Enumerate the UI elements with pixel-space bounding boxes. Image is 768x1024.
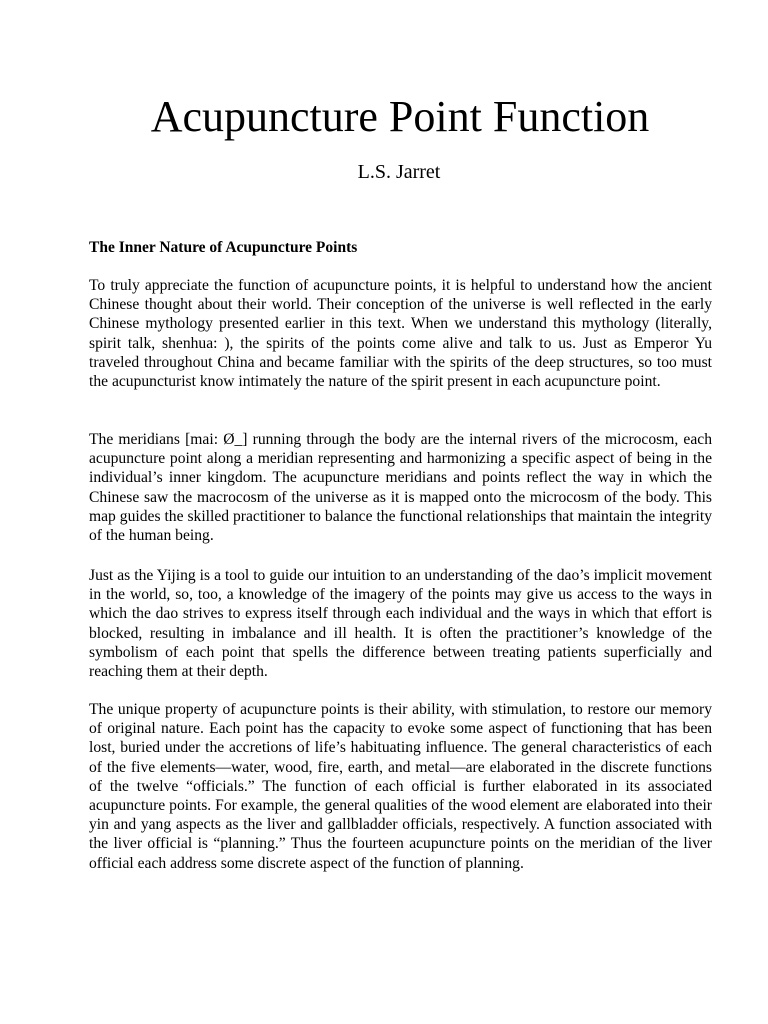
document-title: Acupuncture Point Function [150,92,650,141]
section-heading: The Inner Nature of Acupuncture Points [89,239,358,256]
paragraph-3: Just as the Yijing is a tool to guide our intuition to an understanding of the dao’s implicit movement in the world, so, too, a knowledge of the imagery of the points may give us access to the ways in which the dao strives to express itself through each individual and the ways in which that effort is blocked, resulting in imbalance and ill health. It is often the practitioner’s knowledge of the symbolism of each point that spells the difference between treating patients superficially and reaching them at their depth. [89,567,712,681]
paragraph-1: To truly appreciate the function of acupuncture points, it is helpful to understand how the ancient Chinese thought about their world. Their conception of the universe is well reflected in the early Chinese mythology presented earlier in this text. When we understand this mythology (literally, spirit talk, shenhua: ), the spirits of the points come alive and talk to us. Just as Emperor Yu traveled throughout China and became familiar with the spirits of the deep structures, so too must the acupuncturist know intimately the nature of the spirit present in each acupuncture point. [89,277,712,391]
author-name: L.S. Jarret [357,161,441,183]
paragraph-4: The unique property of acupuncture points is their ability, with stimulation, to restore our memory of original nature. Each point has the capacity to evoke some aspect of functioning that has been lost, buried under the accretions of life’s habituating influence. The general characteristics of each of the five elements—water, wood, fire, earth, and metal—are elaborated in the discrete functions of the twelve “officials.” The function of each official is further elaborated in its associated acupuncture points. For example, the general qualities of the wood element are elaborated into their yin and yang aspects as the liver and gallbladder officials, respectively. A function associated with the liver official is “planning.” Thus the fourteen acupuncture points on the meridian of the liver official each address some discrete aspect of the function of planning. [89,701,712,872]
paragraph-2: The meridians [mai: Ø_] running through the body are the internal rivers of the microcosm, each acupuncture point along a meridian representing and harmonizing a specific aspect of being in the individual’s inner kingdom. The acupuncture meridians and points reflect the way in which the Chinese saw the macrocosm of the universe as it is mapped onto the microcosm of the body. This map guides the skilled practitioner to balance the functional relationships that maintain the integrity of the human being. [89,431,712,545]
